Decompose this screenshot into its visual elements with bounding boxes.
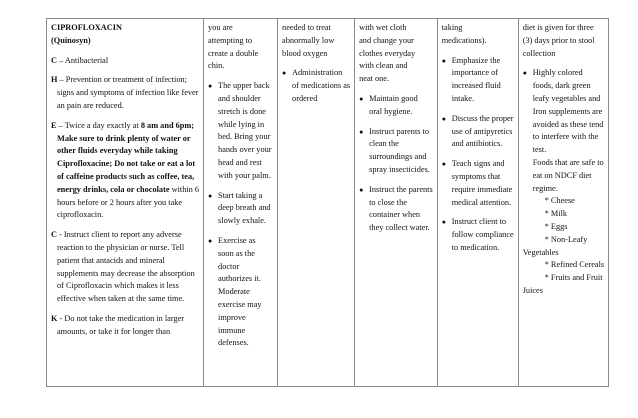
text-line: [208, 35, 273, 48]
text-line: [218, 80, 273, 93]
bullet-item: [442, 55, 514, 106]
text-run: clothes everyday: [359, 48, 416, 58]
text-line: [369, 126, 433, 139]
text-run: * Cheese: [544, 196, 575, 206]
text-line: [292, 67, 350, 80]
text-line: [359, 60, 433, 73]
text-line: [545, 234, 604, 247]
text-run: supplements may decrease the absorption: [57, 268, 195, 278]
bullet-item: [523, 67, 604, 195]
text-line: [452, 126, 514, 139]
text-run: exercise may: [218, 299, 262, 309]
text-line: [51, 35, 199, 48]
text-run: signs and symptoms of infection like fever: [57, 88, 199, 98]
text-run: oral hygiene.: [369, 106, 413, 116]
text-line: [218, 215, 273, 228]
bullet-item: [442, 158, 514, 209]
text-run: neat one.: [359, 74, 390, 84]
text-block: [51, 74, 199, 112]
text-run: – Antibacterial: [57, 55, 109, 65]
text-line: [51, 242, 199, 255]
text-block: [51, 120, 199, 222]
text-run: and shoulder: [218, 93, 261, 103]
text-line: [359, 22, 433, 35]
text-line: [369, 164, 433, 177]
text-run: with wet cloth: [359, 23, 407, 32]
text-line: [218, 157, 273, 170]
bullet-dot-icon: ●: [441, 56, 446, 65]
text-run: Highly colored: [532, 68, 583, 78]
text-run: to medication.: [451, 242, 500, 252]
bullet-item: [442, 216, 514, 254]
text-run: eat on NDCF diet: [532, 170, 592, 180]
text-run: defenses.: [218, 338, 249, 348]
text-run: improve: [218, 312, 246, 322]
text-line: [51, 313, 199, 326]
text-line: [533, 119, 604, 132]
text-line: [369, 209, 433, 222]
text-run: diet is given for three: [522, 23, 594, 32]
text-run: Start taking a: [218, 190, 263, 200]
text-line: [545, 272, 604, 285]
text-line: [369, 106, 433, 119]
text-run: - Do not take the medication in larger: [57, 313, 185, 323]
text-run: container when: [369, 210, 421, 220]
text-line: [51, 22, 199, 35]
text-line: [282, 48, 350, 61]
text-line: [51, 55, 199, 68]
bullet-dot-icon: ●: [359, 94, 364, 103]
text-line: [51, 209, 199, 222]
text-run: use of antipyretics: [451, 126, 513, 136]
text-run: needed to treat: [282, 23, 331, 32]
text-line: [218, 202, 273, 215]
text-run: Ciprofloxacine; Do not take or eat a lot: [57, 159, 196, 169]
text-run: of Ciprofloxacin which makes it less: [57, 281, 179, 291]
text-run: * Milk: [544, 209, 568, 219]
text-run: Juices: [522, 285, 543, 295]
text-block: [51, 55, 199, 68]
text-line: [51, 280, 199, 293]
bullet-dot-icon: ●: [441, 218, 446, 227]
text-line: [218, 312, 273, 325]
bullet-dot-icon: ●: [359, 127, 364, 136]
text-run: while lying in: [218, 119, 265, 129]
text-line: [359, 73, 433, 86]
text-run: energy drinks, cola or chocolate: [57, 184, 170, 194]
text-run: follow compliance: [451, 230, 514, 240]
text-run: The upper back: [218, 81, 270, 91]
text-line: [533, 80, 604, 93]
text-line: [452, 55, 514, 68]
text-block: [51, 229, 199, 306]
text-run: C: [51, 55, 57, 65]
bullet-item: [208, 80, 273, 182]
text-line: [218, 261, 273, 274]
text-run: foods, dark green: [532, 81, 591, 91]
text-line: [533, 183, 604, 196]
text-line: [452, 93, 514, 106]
text-run: * Fruits and Fruit: [544, 273, 603, 283]
text-run: Exercise as: [218, 235, 256, 245]
text-run: intake.: [451, 93, 475, 103]
text-line: [533, 106, 604, 119]
text-line: [208, 60, 273, 73]
text-run: collection: [522, 48, 556, 58]
text-line: [51, 145, 199, 158]
text-line: [369, 138, 433, 151]
bullet-item: [359, 93, 433, 119]
text-line: [218, 170, 273, 183]
text-line: [292, 93, 350, 106]
text-run: with your palm.: [218, 170, 271, 180]
text-run: amounts, or take it for longer than: [57, 326, 171, 336]
text-run: other fluids everyday while taking: [57, 146, 178, 156]
text-line: [218, 248, 273, 261]
text-run: medications).: [441, 35, 487, 45]
text-block: [523, 22, 604, 60]
text-block: [208, 22, 273, 73]
text-run: * Eggs: [544, 221, 568, 231]
bullet-dot-icon: ●: [441, 114, 446, 123]
text-run: hours before or 2 hours after you take: [57, 197, 183, 207]
exercise-column: [204, 19, 278, 387]
bullet-dot-icon: ●: [208, 191, 213, 200]
text-line: [51, 158, 199, 171]
text-run: soon as the: [218, 248, 255, 258]
bullet-item: [282, 67, 350, 105]
text-line: [218, 337, 273, 350]
text-run: taking: [441, 23, 463, 32]
health-teaching-column: [437, 19, 518, 387]
text-run: reaction to the physician or nurse. Tell: [57, 242, 185, 252]
text-line: [523, 247, 604, 260]
treatment-column: [278, 19, 355, 387]
text-line: [452, 80, 514, 93]
text-line: [452, 158, 514, 171]
text-line: [533, 157, 604, 170]
text-line: [369, 222, 433, 235]
text-run: deep breath and: [218, 203, 271, 213]
text-line: [218, 325, 273, 338]
text-line: [218, 119, 273, 132]
text-line: [452, 171, 514, 184]
text-line: [51, 255, 199, 268]
text-run: test.: [532, 145, 547, 155]
text-block: [282, 22, 350, 60]
text-run: avoided as these tend: [532, 119, 604, 129]
text-run: Make sure to drink plenty of water or: [57, 133, 191, 143]
bullet-dot-icon: ●: [282, 69, 287, 78]
text-run: effective when taken at the same time.: [57, 294, 185, 304]
bullet-item: [359, 184, 433, 235]
text-run: chin.: [208, 61, 225, 71]
text-run: Instruct client to: [451, 217, 507, 227]
text-line: [523, 35, 604, 48]
text-line: [51, 229, 199, 242]
text-line: [51, 120, 199, 133]
text-run: symptoms that: [451, 171, 501, 181]
text-run: slowly exhale.: [218, 216, 266, 226]
text-run: and antibiotics.: [451, 139, 503, 149]
text-block: [523, 247, 604, 260]
text-line: [218, 144, 273, 157]
bullet-dot-icon: ●: [359, 185, 364, 194]
text-run: hands over your: [218, 145, 272, 155]
text-line: [452, 184, 514, 197]
text-run: - Instruct client to report any adverse: [57, 230, 182, 240]
text-run: abnormally low: [282, 35, 335, 45]
text-line: [208, 22, 273, 35]
text-line: [369, 151, 433, 164]
text-line: [51, 171, 199, 184]
text-run: Foods that are safe to: [532, 157, 604, 167]
text-block: [523, 285, 604, 298]
text-run: Teach signs and: [451, 159, 505, 169]
text-run: ordered: [292, 93, 318, 103]
text-run: to close the: [369, 197, 407, 207]
text-run: blood oxygen: [282, 48, 328, 58]
text-run: an pain are reduced.: [57, 100, 124, 110]
text-run: to interfere with the: [532, 132, 599, 142]
text-line: [452, 229, 514, 242]
text-run: Administration: [292, 68, 343, 78]
drug-study-table: [46, 18, 609, 387]
text-line: [218, 273, 273, 286]
text-run: of medications as: [292, 81, 351, 91]
text-line: [51, 293, 199, 306]
hygiene-column: [355, 19, 438, 387]
text-run: H: [51, 75, 58, 85]
text-line: [545, 259, 604, 272]
text-run: medical attention.: [451, 197, 512, 207]
text-line: [523, 48, 604, 61]
text-run: surroundings and: [369, 152, 427, 162]
text-block: [51, 313, 199, 339]
text-run: spray insecticides.: [369, 164, 430, 174]
list-group: [523, 195, 604, 246]
bullet-dot-icon: ●: [208, 236, 213, 245]
text-line: [51, 133, 199, 146]
text-run: patient that antacids and mineral: [57, 255, 165, 265]
text-run: ciprofloxacin.: [57, 210, 104, 220]
text-run: create a double: [208, 48, 259, 58]
text-line: [282, 22, 350, 35]
text-block: [442, 22, 514, 48]
text-run: Iron supplements are: [532, 106, 603, 116]
text-line: [533, 131, 604, 144]
bullet-item: [208, 190, 273, 228]
bullet-item: [208, 235, 273, 350]
text-line: [452, 242, 514, 255]
text-run: authorizes it.: [218, 274, 261, 284]
text-run: stretch is done: [218, 106, 266, 116]
text-line: [218, 131, 273, 144]
bullet-item: [359, 126, 433, 177]
text-line: [523, 22, 604, 35]
text-run: attempting to: [208, 35, 253, 45]
text-run: (3) days prior to stool: [522, 35, 595, 45]
text-line: [533, 170, 604, 183]
text-run: Instruct parents to: [369, 126, 430, 136]
text-line: [218, 235, 273, 248]
text-run: clean the: [369, 139, 399, 149]
text-line: [545, 208, 604, 221]
drug-column: [47, 19, 204, 387]
text-run: Emphasize the: [451, 55, 501, 65]
text-line: [533, 144, 604, 157]
text-run: with clean and: [359, 61, 408, 71]
text-line: [51, 100, 199, 113]
text-line: [359, 35, 433, 48]
text-line: [218, 190, 273, 203]
text-run: – Prevention or treatment of infection;: [57, 75, 187, 85]
text-run: (Quinosyn): [51, 35, 91, 45]
text-run: importance of: [451, 68, 499, 78]
bullet-dot-icon: ●: [522, 69, 527, 78]
text-run: leafy vegetables and: [532, 93, 601, 103]
bullet-dot-icon: ●: [441, 160, 446, 169]
text-run: – Twice a day exactly at: [56, 120, 141, 130]
text-run: require immediate: [451, 184, 513, 194]
text-run: doctor: [218, 261, 240, 271]
text-run: Instruct the parents: [369, 184, 433, 194]
text-run: they collect water.: [369, 223, 430, 233]
text-line: [452, 197, 514, 210]
text-line: [452, 67, 514, 80]
text-run: * Non-Leafy: [544, 234, 588, 244]
text-run: * Refined Cereals: [544, 260, 605, 270]
text-block: [51, 22, 199, 35]
text-run: increased fluid: [451, 81, 501, 91]
text-line: [218, 299, 273, 312]
text-line: [533, 93, 604, 106]
text-line: [452, 216, 514, 229]
text-line: [452, 138, 514, 151]
text-line: [51, 197, 199, 210]
text-line: [282, 35, 350, 48]
text-line: [208, 48, 273, 61]
text-run: Discuss the proper: [451, 113, 514, 123]
text-line: [218, 286, 273, 299]
text-run: K: [51, 313, 58, 323]
text-line: [369, 93, 433, 106]
text-run: E: [51, 120, 57, 130]
text-line: [51, 268, 199, 281]
text-line: [218, 106, 273, 119]
bullet-item: [442, 113, 514, 151]
text-run: regime.: [532, 183, 558, 193]
text-line: [218, 93, 273, 106]
text-line: [523, 285, 604, 298]
text-run: CIPROFLOXACIN: [51, 23, 122, 32]
table-row: [47, 19, 609, 387]
text-line: [51, 87, 199, 100]
text-line: [442, 22, 514, 35]
text-line: [545, 221, 604, 234]
text-run: C: [51, 230, 57, 240]
text-line: [442, 35, 514, 48]
text-line: [292, 80, 350, 93]
text-line: [533, 67, 604, 80]
bullet-dot-icon: ●: [208, 82, 213, 91]
text-block: [51, 35, 199, 48]
text-run: Vegetables: [522, 247, 559, 257]
text-run: you are: [208, 23, 233, 32]
text-run: immune: [218, 325, 246, 335]
diet-column: [518, 19, 608, 387]
text-line: [51, 74, 199, 87]
text-run: Moderate: [218, 287, 250, 297]
text-run: Maintain good: [369, 93, 418, 103]
text-run: 8 am and 6pm;: [140, 120, 195, 130]
text-run: bed. Bring your: [218, 132, 271, 142]
text-run: of caffeine products such as coffee, tea,: [57, 171, 195, 181]
text-run: within 6: [169, 184, 200, 194]
text-line: [369, 197, 433, 210]
text-run: head and rest: [218, 157, 262, 167]
text-line: [51, 184, 199, 197]
text-line: [369, 184, 433, 197]
text-line: [359, 48, 433, 61]
text-line: [452, 113, 514, 126]
text-block: [359, 22, 433, 86]
text-line: [51, 326, 199, 339]
list-group: [523, 259, 604, 285]
text-line: [545, 195, 604, 208]
text-run: and change your: [359, 35, 414, 45]
